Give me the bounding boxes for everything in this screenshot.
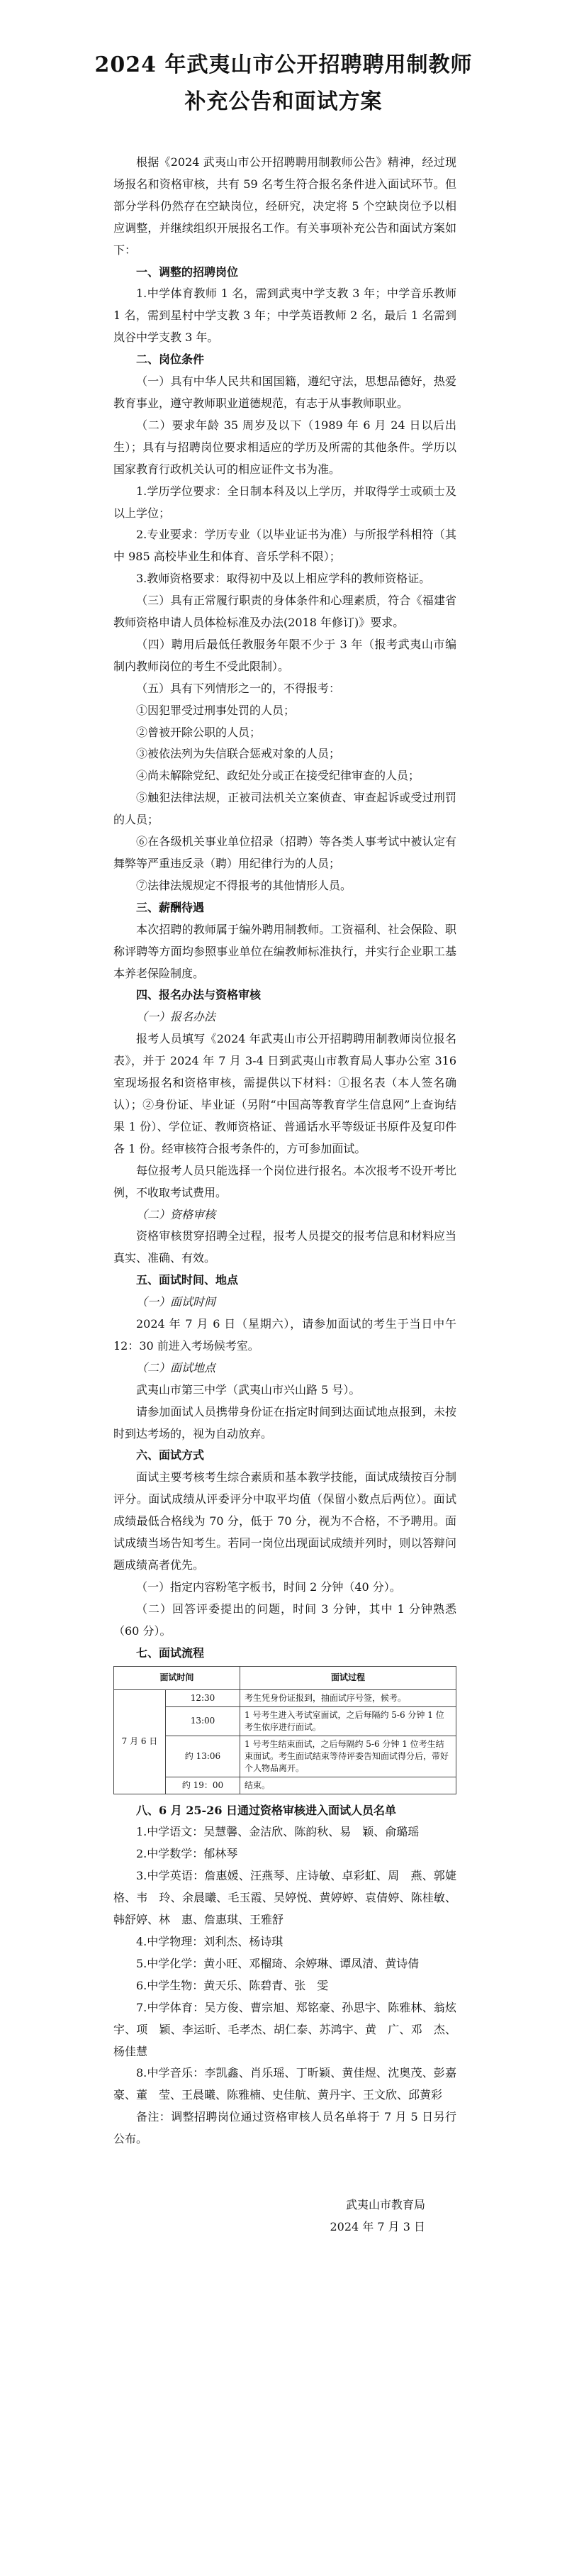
section-2-text: （三）具有正常履行职责的身体条件和心理素质，符合《福建省教师资格申请人员体检标准及办法(2018 年修订)》要求。 bbox=[113, 594, 456, 630]
table-cell-time: 13:00 bbox=[166, 1706, 240, 1736]
candidate-list-line: 7.中学体育：吴方俊、曹宗旭、郑铭豪、孙思宇、陈雅林、翁炫宇、项 颖、李运昕、毛孝杰、胡仁泰、苏鸿宇、黄 广、邓 杰、杨佳慧 bbox=[113, 2000, 456, 2058]
notice-body bbox=[113, 152, 456, 2238]
section-6-text: （一）指定内容粉笔字板书，时间 2 分钟（40 分）。 bbox=[136, 1580, 401, 1594]
section-5-text: 武夷山市第三中学（武夷山市兴山路 5 号）。 bbox=[136, 1382, 361, 1397]
table-header-time: 面试时间 bbox=[114, 1666, 240, 1689]
section-1-heading: 一、调整的招聘岗位 bbox=[136, 265, 239, 279]
table-header-row bbox=[114, 1666, 456, 1689]
section-7-heading: 七、面试流程 bbox=[136, 1645, 205, 1660]
section-2-text: 1.学历学位要求：全日制本科及以上学历，并取得学士或硕士及以上学位； bbox=[113, 484, 456, 520]
section-4-heading: 四、报名办法与资格审核 bbox=[136, 988, 262, 1002]
table-cell-date: 7 月 6 日 bbox=[114, 1689, 166, 1794]
table-cell-time: 约 19：00 bbox=[166, 1777, 240, 1794]
table-cell-time: 12:30 bbox=[166, 1689, 240, 1706]
table-cell-desc: 1 号考生进入考试室面试，之后每隔约 5-6 分钟 1 位考生依序进行面试。 bbox=[240, 1706, 456, 1736]
section-6-text: （二）回答评委提出的问题，时间 3 分钟，其中 1 分钟熟悉（60 分）。 bbox=[113, 1601, 456, 1638]
note-paragraph: 备注：调整招聘岗位通过资格审核人员名单将于 7 月 5 日另行公布。 bbox=[113, 2110, 456, 2146]
table-row bbox=[114, 1777, 456, 1794]
section-2-text: （二）要求年龄 35 周岁及以下（1989 年 6 月 24 日以后出生）；具有与招聘岗位要求相适应的学历及所需的其他条件。学历以国家教育行政机关认可的相应证件文书为准。 bbox=[113, 418, 456, 476]
section-2-text: 2.专业要求：学历专业（以毕业证书为准）与所报学科相符（其中 985 高校毕业生和体育、音乐学科不限）； bbox=[113, 528, 456, 564]
section-6-heading: 六、面试方式 bbox=[136, 1448, 205, 1462]
section-4-text: 每位报考人员只能选择一个岗位进行报名。本次报考不设开考比例，不收取考试费用。 bbox=[113, 1163, 456, 1199]
table-cell-time: 约 13:06 bbox=[166, 1736, 240, 1777]
interview-schedule-table bbox=[113, 1666, 456, 1794]
section-3-text: 本次招聘的教师属于编外聘用制教师。工资福利、社会保险、职称评聘等方面均参照事业单位在编教师标准执行，并实行企业职工基本养老保险制度。 bbox=[113, 922, 456, 980]
section-4-text: 资格审核贯穿招聘全过程，报考人员提交的报考信息和材料应当真实、准确、有效。 bbox=[113, 1229, 456, 1265]
section-5-sub1: （一）面试时间 bbox=[136, 1295, 216, 1309]
page-title-line1: 2024 年武夷山市公开招聘聘用制教师 bbox=[94, 52, 473, 77]
exclusion-item: ③被依法列为失信联合惩戒对象的人员； bbox=[136, 747, 341, 761]
issuer-signature: 武夷山市教育局 bbox=[345, 2198, 425, 2212]
section-3-heading: 三、薪酬待遇 bbox=[136, 900, 205, 914]
section-6-text: 面试主要考核考生综合素质和基本教学技能，面试成绩按百分制评分。面试成绩从评委评分中取平均值（保留小数点后两位）。面试成绩最低合格线为 70 分，低于 70 分，视为不合格，不予聘用。面试成绩当场告知考生。若同一岗位出现面试成绩并列时，则以答辩问题成绩高者优先。 bbox=[113, 1470, 456, 1572]
candidate-list-line: 4.中学物理：刘利杰、杨诗琪 bbox=[136, 1934, 284, 1948]
section-4-text: 报考人员填写《2024 年武夷山市公开招聘聘用制教师岗位报名表》，并于 2024 年 7 月 3-4 日到武夷山市教育局人事办公室 316 室现场报名和资格审核，需提供以下材料：①报名表（本人签名确认）；②身份证、毕业证（另附“中国高等教育学生信息网”上查询结果 1 份）、学位证、教师资格证、普通话水平等级证书原件及复印件各 1 份。经审核符合报考条件的，方可参加面试。 bbox=[113, 1032, 456, 1155]
exclusion-item: ②曾被开除公职的人员； bbox=[136, 725, 262, 739]
section-5-text: 请参加面试人员携带身份证在指定时间到达面试地点报到，未按时到达考场的，视为自动放弃。 bbox=[113, 1404, 456, 1440]
section-2-text: 3.教师资格要求：取得初中及以上相应学科的教师资格证。 bbox=[136, 572, 431, 586]
table-header-process: 面试过程 bbox=[240, 1666, 456, 1689]
section-4-sub2: （二）资格审核 bbox=[136, 1207, 216, 1221]
section-1-text: 1.中学体育教师 1 名，需到武夷中学支教 3 年；中学音乐教师 1 名，需到星村中学支教 3 年；中学英语教师 2 名，最后 1 名需到岚谷中学支教 3 年。 bbox=[113, 287, 456, 345]
candidate-list-line: 2.中学数学：郁林琴 bbox=[136, 1847, 238, 1861]
table-row bbox=[114, 1736, 456, 1777]
intro-paragraph: 根据《2024 武夷山市公开招聘聘用制教师公告》精神，经过现场报名和资格审核，共有 59 名考生符合报名条件进入面试环节。但部分学科仍然存在空缺岗位，经研究，决定将 5 个空缺岗位予以相应调整，并继续组织开展报名工作。有关事项补充公告和面试方案如下： bbox=[113, 155, 456, 257]
spacer bbox=[113, 2150, 456, 2194]
table-row bbox=[114, 1689, 456, 1706]
exclusion-item: ①因犯罪受过刑事处罚的人员； bbox=[136, 703, 296, 717]
candidate-list-line: 3.中学英语：詹惠媛、汪燕琴、庄诗敏、卓彩虹、周 燕、郭婕格、韦 玲、余晨曦、毛玉霞、吴婷悦、黄婷婷、袁倩婷、陈桂敏、韩舒婷、林 惠、詹惠琪、王雅舒 bbox=[113, 1869, 456, 1927]
candidate-list-line: 5.中学化学：黄小旺、邓榴琦、余婷琳、谭凤清、黄诗倩 bbox=[136, 1956, 420, 1970]
section-5-heading: 五、面试时间、地点 bbox=[136, 1273, 239, 1287]
section-5-sub2: （二）面试地点 bbox=[136, 1360, 216, 1375]
section-2-text: （一）具有中华人民共和国国籍，遵纪守法，思想品德好，热爱教育事业，遵守教师职业道德规范，有志于从事教师职业。 bbox=[113, 374, 456, 410]
section-5-text: 2024 年 7 月 6 日（星期六），请参加面试的考生于当日中午 12：30 前进入考场候考室。 bbox=[113, 1317, 456, 1353]
section-2-text: （四）聘用后最低任教服务年限不少于 3 年（报考武夷山市编制内教师岗位的考生不受此限制）。 bbox=[113, 637, 456, 673]
issue-date: 2024 年 7 月 3 日 bbox=[330, 2219, 425, 2233]
section-4-sub1: （一）报名办法 bbox=[136, 1010, 216, 1024]
candidate-list-line: 6.中学生物：黄天乐、陈碧青、张 雯 bbox=[136, 1978, 329, 1992]
table-cell-desc: 1 号考生结束面试，之后每隔约 5-6 分钟 1 位考生结束面试。考生面试结束等待评委告知面试得分后，带好个人物品离开。 bbox=[240, 1736, 456, 1777]
section-2-text: （五）具有下列情形之一的，不得报考： bbox=[136, 681, 341, 695]
exclusion-item: ⑤触犯法律法规，正被司法机关立案侦查、审查起诉或受过刑罚的人员； bbox=[113, 791, 456, 827]
table-cell-desc: 考生凭身份证报到，抽面试序号签，候考。 bbox=[240, 1689, 456, 1706]
exclusion-item: ④尚未解除党纪、政纪处分或正在接受纪律审查的人员； bbox=[136, 769, 420, 783]
section-2-heading: 二、岗位条件 bbox=[136, 352, 205, 367]
candidate-list-line: 8.中学音乐：李凯鑫、肖乐瑶、丁昕颖、黄佳煜、沈奥茂、彭嘉豪、董 莹、王晨曦、陈雅楠、史佳航、黄丹宇、王文欣、邱黄彩 bbox=[113, 2066, 456, 2102]
exclusion-item: ⑦法律法规规定不得报考的其他情形人员。 bbox=[136, 878, 352, 892]
candidate-list-line: 1.中学语文：吴慧馨、金洁欣、陈韵秋、易 颖、俞璐瑶 bbox=[136, 1825, 420, 1839]
table-cell-desc: 结束。 bbox=[240, 1777, 456, 1794]
page-title-line2: 补充公告和面试方案 bbox=[184, 89, 383, 114]
table-row bbox=[114, 1706, 456, 1736]
section-8-heading: 八、6 月 25-26 日通过资格审核进入面试人员名单 bbox=[136, 1803, 397, 1817]
exclusion-item: ⑥在各级机关事业单位招录（招聘）等各类人事考试中被认定有舞弊等严重违反录（聘）用纪律行为的人员； bbox=[113, 835, 456, 870]
